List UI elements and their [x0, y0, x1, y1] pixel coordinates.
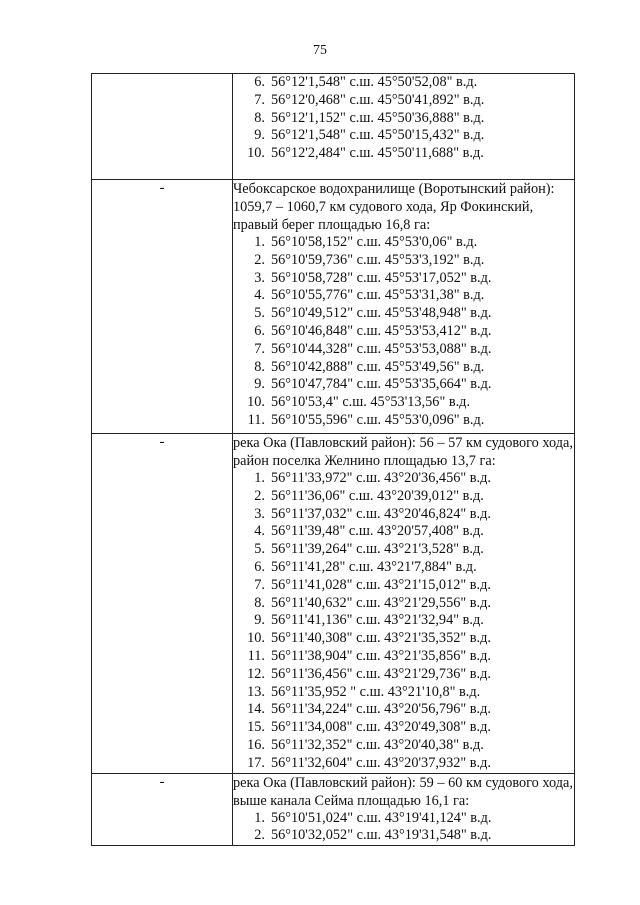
- list-item: [233, 92, 574, 110]
- list-item: [233, 827, 574, 845]
- coordinate-list: [233, 74, 574, 163]
- item-number: 2.: [254, 251, 265, 268]
- list-item: [233, 523, 574, 541]
- item-number: 5.: [254, 541, 265, 558]
- coordinate-text: 56°11'34,224" с.ш. 43°20'56,796" в.д.: [271, 701, 491, 718]
- table-row: [92, 180, 575, 434]
- row-content-cell: [233, 773, 575, 846]
- coordinates-table: [91, 73, 575, 846]
- item-number: 1.: [254, 470, 265, 486]
- item-number: 4.: [254, 287, 265, 304]
- item-number: 17.: [247, 754, 265, 771]
- coordinate-text: 56°11'32,604" с.ш. 43°20'37,932" в.д.: [271, 754, 491, 771]
- list-item: [233, 305, 574, 323]
- item-number: 16.: [247, 736, 265, 753]
- item-number: 11.: [247, 647, 265, 664]
- item-number: 12.: [247, 665, 265, 682]
- list-item: [233, 810, 574, 828]
- item-number: 10.: [247, 145, 265, 162]
- list-item: [233, 630, 574, 648]
- row-content-cell: [233, 74, 575, 180]
- coordinate-list: [233, 470, 574, 773]
- list-item: [233, 701, 574, 719]
- item-number: 13.: [247, 683, 265, 700]
- coordinate-text: 56°11'36,456" с.ш. 43°21'29,736" в.д.: [271, 665, 491, 682]
- coordinate-text: 56°12'1,152" с.ш. 45°50'36,888" в.д.: [271, 109, 485, 126]
- coordinate-text: 56°10'58,728" с.ш. 45°53'17,052" в.д.: [271, 269, 492, 286]
- item-number: 9.: [254, 127, 265, 144]
- list-item: [233, 234, 574, 252]
- list-item: [233, 612, 574, 630]
- list-item: [233, 559, 574, 577]
- list-item: [233, 110, 574, 128]
- coordinate-text: 56°10'51,024" с.ш. 43°19'41,124" в.д.: [271, 809, 492, 826]
- coordinate-text: 56°10'58,152" с.ш. 45°53'0,06" в.д.: [271, 234, 478, 250]
- list-item: [233, 270, 574, 288]
- table-row: [92, 434, 575, 774]
- row-marker-cell: -: [92, 180, 233, 434]
- row-marker-cell: -: [92, 434, 233, 774]
- list-item: [233, 376, 574, 394]
- list-item: [233, 74, 574, 92]
- coordinate-text: 56°10'46,848" с.ш. 45°53'53,412" в.д.: [271, 322, 492, 339]
- page-number: 75: [313, 43, 327, 58]
- list-item: [233, 648, 574, 666]
- item-number: 4.: [254, 523, 265, 540]
- list-item: [233, 577, 574, 595]
- list-item: [233, 737, 574, 755]
- coordinate-text: 56°11'36,06" с.ш. 43°20'39,012" в.д.: [271, 487, 484, 504]
- item-number: 5.: [254, 305, 265, 322]
- item-number: 8.: [254, 594, 265, 611]
- area-description: река Ока (Павловский район): 59 – 60 км судового хода, выше канала Сейма площадью 16,1 га:: [233, 774, 573, 809]
- coordinate-text: 56°10'59,736" с.ш. 45°53'3,192" в.д.: [271, 251, 485, 268]
- item-number: 6.: [254, 74, 265, 90]
- coordinate-text: 56°11'39,264" с.ш. 43°21'3,528" в.д.: [271, 541, 484, 558]
- item-number: 2.: [254, 827, 265, 844]
- list-item: [233, 412, 574, 430]
- coordinate-text: 56°11'41,136" с.ш. 43°21'32,94" в.д.: [271, 612, 484, 629]
- area-description: река Ока (Павловский район): 56 – 57 км судового хода, район поселка Желнино площадью 13,7 га:: [233, 435, 573, 469]
- list-item: [233, 755, 574, 773]
- item-number: 11.: [247, 411, 265, 428]
- coordinate-text: 56°11'37,032" с.ш. 43°20'46,824" в.д.: [271, 505, 491, 522]
- list-item: [233, 394, 574, 412]
- item-number: 1.: [254, 234, 265, 250]
- list-item: [233, 541, 574, 559]
- item-number: 9.: [254, 612, 265, 629]
- list-item: [233, 684, 574, 702]
- list-item: [233, 252, 574, 270]
- coordinate-text: 56°11'41,28" с.ш. 43°21'7,884" в.д.: [271, 558, 477, 575]
- coordinate-list: [233, 234, 574, 430]
- item-number: 3.: [254, 269, 265, 286]
- list-item: [233, 127, 574, 145]
- item-number: 8.: [254, 109, 265, 126]
- table-row: [92, 773, 575, 846]
- coordinate-list: [233, 810, 574, 846]
- coordinate-text: 56°11'32,352" с.ш. 43°20'40,38" в.д.: [271, 736, 484, 753]
- item-number: 7.: [254, 91, 265, 108]
- coordinate-text: 56°10'49,512" с.ш. 45°53'48,948" в.д.: [271, 305, 492, 322]
- item-number: 1.: [254, 809, 265, 826]
- list-item: [233, 287, 574, 305]
- coordinate-text: 56°11'40,632" с.ш. 43°21'29,556" в.д.: [271, 594, 491, 611]
- coordinate-text: 56°11'39,48" с.ш. 43°20'57,408" в.д.: [271, 523, 484, 540]
- item-number: 9.: [254, 376, 265, 393]
- list-item: [233, 145, 574, 163]
- coordinate-text: 56°12'2,484" с.ш. 45°50'11,688" в.д.: [271, 145, 484, 162]
- coordinate-text: 56°10'47,784" с.ш. 45°53'35,664" в.д.: [271, 376, 492, 393]
- coordinate-text: 56°12'1,548" с.ш. 45°50'15,432" в.д.: [271, 127, 485, 144]
- list-item: [233, 341, 574, 359]
- list-item: [233, 323, 574, 341]
- coordinate-text: 56°10'55,596" с.ш. 45°53'0,096" в.д.: [271, 411, 485, 428]
- item-number: 10.: [247, 630, 265, 647]
- coordinate-text: 56°10'42,888" с.ш. 45°53'49,56" в.д.: [271, 358, 485, 375]
- list-item: [233, 359, 574, 377]
- list-item: [233, 719, 574, 737]
- row-marker-cell: -: [92, 773, 233, 846]
- item-number: 6.: [254, 558, 265, 575]
- coordinate-text: 56°11'41,028" с.ш. 43°21'15,012" в.д.: [271, 576, 491, 593]
- list-item: [233, 666, 574, 684]
- coordinate-text: 56°10'55,776" с.ш. 45°53'31,38" в.д.: [271, 287, 485, 304]
- item-number: 8.: [254, 358, 265, 375]
- row-content-cell: [233, 180, 575, 434]
- coordinate-text: 56°11'38,904" с.ш. 43°21'35,856" в.д.: [271, 647, 491, 664]
- coordinate-text: 56°11'35,952 " с.ш. 43°21'10,8" в.д.: [271, 683, 481, 700]
- list-item: [233, 470, 574, 488]
- coordinate-text: 56°10'32,052" с.ш. 43°19'31,548" в.д.: [271, 827, 492, 844]
- item-number: 10.: [247, 394, 265, 411]
- item-number: 6.: [254, 322, 265, 339]
- item-number: 15.: [247, 719, 265, 736]
- list-item: [233, 488, 574, 506]
- coordinate-text: 56°11'34,008" с.ш. 43°20'49,308" в.д.: [271, 719, 491, 736]
- item-number: 3.: [254, 505, 265, 522]
- coordinate-text: 56°11'33,972" с.ш. 43°20'36,456" в.д.: [271, 470, 491, 486]
- list-item: [233, 506, 574, 524]
- coordinate-text: 56°10'44,328" с.ш. 45°53'53,088" в.д.: [271, 340, 492, 357]
- coordinate-text: 56°10'53,4" с.ш. 45°53'13,56" в.д.: [271, 394, 471, 411]
- item-number: 14.: [247, 701, 265, 718]
- row-content-cell: [233, 434, 575, 774]
- coordinate-text: 56°11'40,308" с.ш. 43°21'35,352" в.д.: [271, 630, 491, 647]
- coordinate-text: 56°12'0,468" с.ш. 45°50'41,892" в.д.: [271, 91, 485, 108]
- area-description: Чебоксарское водохранилище (Воротынский район): 1059,7 – 1060,7 км судового хода, Яр Фокинский, правый берег площадью 16,8 га:: [233, 181, 555, 233]
- table-row: [92, 74, 575, 180]
- list-item: [233, 595, 574, 613]
- item-number: 2.: [254, 487, 265, 504]
- row-marker-cell: [92, 74, 233, 180]
- table-body: [92, 74, 575, 846]
- item-number: 7.: [254, 340, 265, 357]
- item-number: 7.: [254, 576, 265, 593]
- coordinate-text: 56°12'1,548" с.ш. 45°50'52,08" в.д.: [271, 74, 478, 90]
